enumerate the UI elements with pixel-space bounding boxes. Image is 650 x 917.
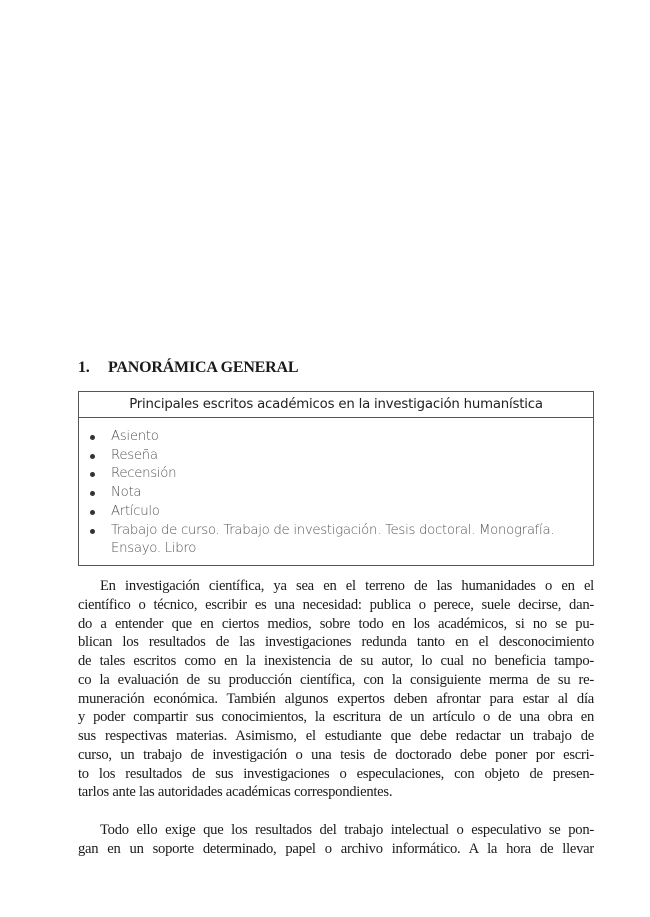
text-line: tarlos ante las autoridades académicas correspondientes. xyxy=(78,784,393,801)
text-line: co la evaluación de su producción científica, con la consiguiente merma de su re- xyxy=(78,671,594,688)
bullet-icon xyxy=(90,435,95,440)
list-item: Artículo xyxy=(89,503,593,522)
text-line: curso, un trabajo de investigación o una tesis de doctorado debe poner por escri- xyxy=(78,746,594,763)
bullet-icon xyxy=(90,510,95,515)
section-heading xyxy=(78,359,298,377)
list-item: Nota xyxy=(89,484,593,503)
section-title: PANORÁMICA GENERAL xyxy=(108,359,299,376)
list-item: Asiento xyxy=(89,428,593,447)
list-item: Trabajo de curso. Trabajo de investigación. Tesis doctoral. Monografía. Ensayo. Libro xyxy=(89,522,593,559)
text-line: sus respectivas materias. Asimismo, el estudiante que debe redactar un trabajo de xyxy=(78,728,594,744)
academic-writings-box xyxy=(78,391,594,566)
bullet-icon xyxy=(90,491,95,496)
box-title: Principales escritos académicos en la investigación humanística xyxy=(79,392,593,418)
writings-list xyxy=(79,428,593,559)
text-line: Todo ello exige que los resultados del trabajo intelectual o especulativo se pon- xyxy=(100,822,594,838)
body-paragraph-1 xyxy=(78,577,594,802)
text-line: de tales escritos como en la inexistencia de su autor, lo cual no beneficia tampo- xyxy=(78,653,594,669)
list-item: Recensión xyxy=(89,465,593,484)
bullet-icon xyxy=(90,472,95,477)
text-line: muneración económica. También algunos expertos deben afrontar para estar al día xyxy=(78,690,594,707)
bullet-icon xyxy=(90,454,95,459)
section-number: 1. xyxy=(78,359,90,376)
text-line: y poder compartir sus conocimientos, la escritura de un artículo o de una obra en xyxy=(78,709,594,726)
text-line: blican los resultados de las investigaciones redunda tanto en el desconocimiento xyxy=(78,634,594,651)
text-line: científico o técnico, escribir es una necesidad: publica o perece, suele decirse, dan- xyxy=(78,596,594,613)
list-item: Reseña xyxy=(89,447,593,466)
text-line: gan en un soporte determinado, papel o archivo informático. A la hora de llevar xyxy=(78,840,594,857)
text-line: to los resultados de sus investigaciones o especulaciones, con objeto de presen- xyxy=(78,765,594,782)
text-line: En investigación científica, ya sea en el terreno de las humanidades o en el xyxy=(100,578,594,594)
body-paragraph-2 xyxy=(78,821,594,859)
bullet-icon xyxy=(90,529,95,534)
text-line: do a entender que en ciertos medios, sobre todo en los académicos, si no se pu- xyxy=(78,615,594,632)
